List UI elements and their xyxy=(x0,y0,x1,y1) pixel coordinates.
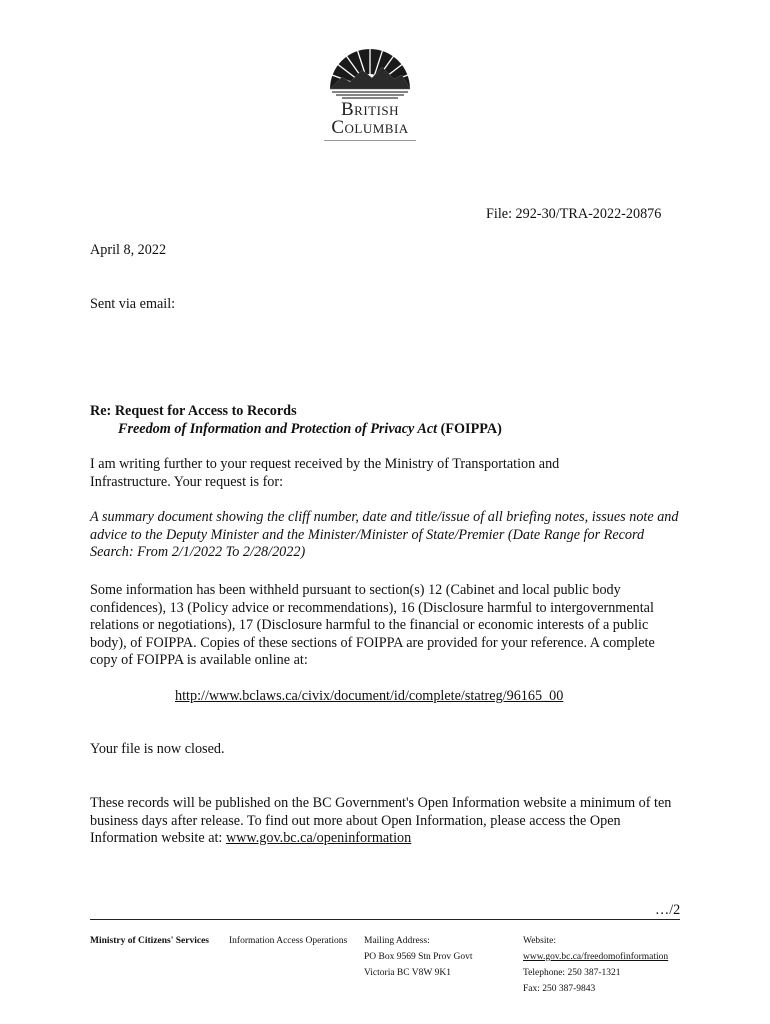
bc-logo-mountain-sun-icon xyxy=(328,45,412,101)
file-reference: File: 292-30/TRA-2022-20876 xyxy=(486,206,662,222)
sent-via-label: Sent via email: xyxy=(90,296,176,312)
logo-divider xyxy=(324,140,416,141)
file-closed-notice: Your file is now closed. xyxy=(90,741,225,757)
foippa-link-wrapper xyxy=(175,688,563,706)
open-information-text: These records will be published on the BC Government's Open Information website a minimum of ten business days after release. To find out more about Open Information, please access the Open Information website at: xyxy=(90,795,672,847)
telephone-number: Telephone: 250 387-1321 xyxy=(523,968,621,978)
footer-mailing-address xyxy=(364,933,472,981)
open-information-paragraph xyxy=(90,795,680,848)
request-description: A summary document showing the cliff number, date and title/issue of all briefing notes, issues note and advice to the Deputy Minister and the Minister/Minister of State/Premier (Date Range for Record Search: From 2/1/2022 To 2/28/2022) xyxy=(90,509,679,561)
footer-branch: Information Access Operations xyxy=(229,936,348,946)
logo-text-columbia: Columbia xyxy=(331,117,409,138)
withheld-paragraph: Some information has been withheld pursuant to section(s) 12 (Cabinet and local public body confidences), 13 (Policy advice or recommendations), 16 (Disclosure harmful to intergovernmental relations or negotiations), 17 (Disclosure harmful to the financial or economic interests of a public body), of FOIPPA. Copies of these sections of FOIPPA are provided for your reference. A complete copy of FOIPPA is available online at: xyxy=(90,582,655,669)
footer-divider xyxy=(90,919,680,920)
mailing-address-line2: Victoria BC V8W 9K1 xyxy=(364,968,451,978)
re-act-line xyxy=(118,421,502,439)
open-information-link[interactable]: www.gov.bc.ca/openinformation xyxy=(225,830,412,847)
intro-paragraph: I am writing further to your request received by the Ministry of Transportation and Infrastructure. Your request is for: xyxy=(90,456,560,490)
bc-logo xyxy=(310,45,430,141)
logo-text-british: British xyxy=(340,99,400,120)
foippa-link[interactable]: http://www.bclaws.ca/civix/document/id/complete/statreg/96165_00 xyxy=(175,688,564,704)
act-name: Freedom of Information and Protection of Privacy Act xyxy=(118,421,438,437)
re-subject-line: Re: Request for Access to Records xyxy=(90,403,297,419)
page-continuation-marker: …/2 xyxy=(655,902,681,918)
mailing-address-label: Mailing Address: xyxy=(364,936,430,946)
website-link[interactable]: www.gov.bc.ca/freedomofinformation xyxy=(523,952,669,962)
fax-number: Fax: 250 387-9843 xyxy=(523,984,596,994)
website-label: Website: xyxy=(523,936,557,946)
act-abbreviation: (FOIPPA) xyxy=(437,421,502,437)
footer-ministry: Ministry of Citizens' Services xyxy=(90,936,209,946)
footer-contact xyxy=(523,933,668,997)
mailing-address-line1: PO Box 9569 Stn Prov Govt xyxy=(364,952,473,962)
letter-date: April 8, 2022 xyxy=(90,242,167,258)
